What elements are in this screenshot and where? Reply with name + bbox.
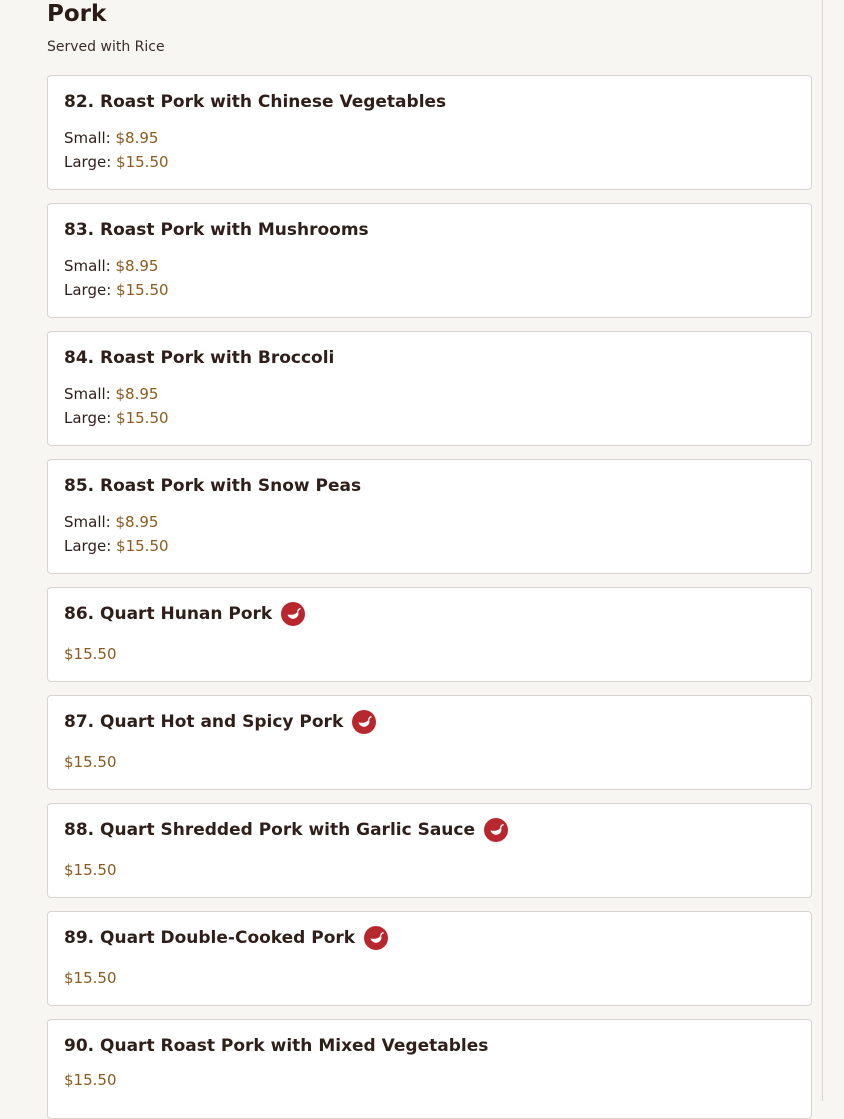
menu-item-85[interactable] (47, 459, 812, 574)
menu-item-title: 87. Quart Hot and Spicy Pork (64, 712, 344, 732)
menu-item-title: 83. Roast Pork with Mushrooms (64, 220, 369, 240)
small-price: $8.95 (115, 257, 159, 275)
large-price: $15.50 (116, 153, 169, 171)
chili-pepper-icon (364, 926, 388, 950)
menu-item-title: 82. Roast Pork with Chinese Vegetables (64, 92, 447, 112)
menu-item-price: $15.50 (64, 969, 117, 987)
menu-item-90[interactable] (47, 1019, 812, 1119)
menu-item-84[interactable] (47, 331, 812, 446)
menu-item-83[interactable] (47, 203, 812, 318)
chili-pepper-icon (281, 602, 305, 626)
large-price-label: Large: (64, 281, 112, 299)
menu-item-prices (64, 382, 795, 430)
menu-item-price: $15.50 (64, 753, 117, 771)
menu-item-title-row (64, 711, 795, 733)
menu-item-prices (64, 510, 795, 558)
menu-item-price: $15.50 (64, 861, 117, 879)
menu-item-list (47, 75, 812, 1119)
content-right-border (822, 0, 823, 1101)
large-price: $15.50 (116, 409, 169, 427)
chili-pepper-icon (352, 710, 376, 734)
chili-pepper-icon (484, 818, 508, 842)
menu-item-title: 85. Roast Pork with Snow Peas (64, 476, 362, 496)
menu-item-title: 88. Quart Shredded Pork with Garlic Sauce (64, 820, 476, 840)
small-price: $8.95 (115, 385, 159, 403)
menu-item-title: 89. Quart Double-Cooked Pork (64, 928, 356, 948)
large-price-label: Large: (64, 153, 112, 171)
menu-item-88[interactable] (47, 803, 812, 898)
small-price: $8.95 (115, 513, 159, 531)
menu-section-pork (47, 0, 812, 1119)
menu-item-prices (64, 254, 795, 302)
small-price: $8.95 (115, 129, 159, 147)
large-price-label: Large: (64, 409, 112, 427)
section-subtitle: Served with Rice (47, 39, 165, 55)
menu-item-86[interactable] (47, 587, 812, 682)
menu-item-title-row (64, 927, 795, 949)
small-price-label: Small: (64, 129, 111, 147)
large-price: $15.50 (116, 537, 169, 555)
menu-item-title: 84. Roast Pork with Broccoli (64, 348, 335, 368)
menu-item-price: $15.50 (64, 1071, 117, 1089)
menu-item-89[interactable] (47, 911, 812, 1006)
section-title: Pork (47, 1, 107, 27)
menu-item-87[interactable] (47, 695, 812, 790)
menu-item-title: 90. Quart Roast Pork with Mixed Vegetables (64, 1036, 489, 1056)
small-price-label: Small: (64, 513, 111, 531)
menu-item-title-row (64, 819, 795, 841)
menu-item-82[interactable] (47, 75, 812, 190)
large-price: $15.50 (116, 281, 169, 299)
small-price-label: Small: (64, 257, 111, 275)
menu-item-title-row (64, 603, 795, 625)
menu-item-prices (64, 126, 795, 174)
large-price-label: Large: (64, 537, 112, 555)
small-price-label: Small: (64, 385, 111, 403)
menu-item-title: 86. Quart Hunan Pork (64, 604, 273, 624)
menu-item-price: $15.50 (64, 645, 117, 663)
